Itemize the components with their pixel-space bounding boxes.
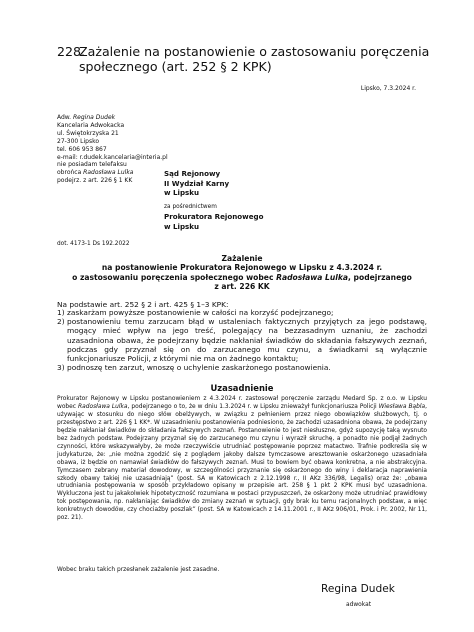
sender-name: Regina Dudek [72, 114, 116, 121]
title-line-2: społecznego (art. 252 § 2 KPK) [79, 59, 272, 74]
sender-line: podejrz. z art. 226 § 1 KK [57, 177, 133, 185]
document-title [57, 44, 457, 74]
list-item: 3) podnoszę ten zarzut, wnoszę o uchylenie zaskarżonego postanowienia. [57, 363, 331, 373]
sender-line: ul. Świętokrzyska 21 [57, 129, 119, 137]
signature-name: Regina Dudek [321, 583, 395, 595]
list-item: 2) postanowieniu temu zarzucam błąd w ustaleniach faktycznych przyjętych za jego podstawę, mogący mieć wpływ na jego treść, polegający na bezzasadnym uznaniu, że zachodzi uzasadniona obawa, że podejrzany będzie nakłaniał świadków do składania fałszywych zeznań, podczas gdy przyznał się on do zarzucanego mu czynu, a świadkami są wyłącznie funkcjonariusze Policji, z którymi nie ma on żadnego kontaktu; [57, 317, 427, 364]
recipient-via: za pośrednictwem [164, 203, 217, 210]
pleading-heading [57, 254, 427, 291]
sender-line: Adw. Regina Dudek [57, 114, 116, 121]
place-date: Lipsko, 7.3.2024 r. [360, 85, 416, 92]
sender-line: e-mail: r.dudek.kancelaria@interia.pl [57, 153, 168, 161]
title-line-1: Zażalenie na postanowienie o zastosowaniu poręczenia [79, 44, 430, 59]
claims-list [57, 308, 427, 372]
title-number: 228. [57, 44, 86, 59]
recipient-prosecutor: Prokuratora Rejonowego [164, 212, 264, 222]
client-name: Radosława Lulka [83, 169, 134, 177]
heading-client-name: Radosława Lulka [276, 272, 349, 282]
closing-sentence: Wobec braku takich przesłanek zażalenie jest zasadne. [57, 567, 220, 573]
justification-paragraph: Prokurator Rejonowy w Lipsku postanowieniem z 4.3.2024 r. zastosował poręczenie zarządu Medard Sp. z o.o. w Lipsku wobec Radosława Lulka, podejrzanego o to, że w dniu 1.3.2024 r. w Lipsku znieważył funkcjonariusza Policji Wiesława Bąbla, używając w stosunku do niego słów obelżywych, w związku z pełnieniem przez niego obowiązków służbowych, tj. o przestępstwo z art. 226 § 1 KK*. W uzasadnieniu postanowienia podniesiono, że zachodzi uzasadniona obawa, że podejrzany będzie nakłaniał świadków do składania fałszywych zeznań. Postanowienie to jest niesłuszne, gdyż supozycję taką wysnuto bez żadnych podstaw. Podejrzany przyznał się do zarzucanego mu czynu i wyraził skruchę, a ponadto nie podjął żadnych czynności, które wskazywałyby, że może rzeczywiście utrudniać postępowanie poprzez matactwo. Trafnie podkreśla się w judykaturze, że: „nie można zgodzić się z poglądem jakoby dalsze tymczasowe aresztowanie oskarżonego uzasadniała obawa, iż będzie on namawiał świadków do fałszywych zeznań. Musi to bowiem być obawa konkretna, a nie abstrakcyjna. Tymczasem zebrany materiał dowodowy, w szczególności przyznanie się oskarżonego do winy i deklaracja naprawienia szkody obawy takiej nie uzasadniają” (post. SA w Katowicach z 2.12.1998 r., II AKz 336/98, Legalis) oraz że: „obawa utrudniania postępowania w sposób przykładowo opisany w przepisie art. 258 § 1 pkt 2 KPK musi być uzasadniona. Wykluczona jest tu jakakolwiek hipotetyczność rozumiana w postaci przypuszczeń, że oskarżony może utrudniać prawidłowy tok postępowania, np. nakłaniając świadków do zmiany zeznań w sytuacji, gdy brak ku temu racjonalnych podstaw, a więc konkretnych dowodów, czy chociażby poszlak” (post. SA w Katowicach z 14.11.2001 r., II AKz 906/01, Prok. i Pr. 2002, Nr 11, poz. 21). [57, 396, 427, 522]
sender-block [57, 114, 168, 185]
heading-line-3: z art. 226 KK [214, 281, 270, 291]
sender-line: obrońca Radosława Lulka [57, 169, 134, 177]
recipient-block [164, 169, 263, 232]
sender-line: nie posiadam telefaksu [57, 161, 127, 169]
sender-line: Kancelaria Adwokacka [57, 121, 125, 129]
heading-line-2: o zastosowaniu poręczenia społecznego wobec Radosława Lulka, podejrzanego [72, 272, 412, 282]
heading-line-1: na postanowienie Prokuratora Rejonowego w Lipsku z 4.3.2024 r. [101, 263, 383, 273]
case-reference: dot. 4173-1 Ds 192.2022 [57, 241, 130, 247]
signature-role: adwokat [346, 602, 371, 608]
justification-heading: Uzasadnienie [210, 383, 274, 393]
recipient-city-2: w Lipsku [164, 221, 200, 231]
list-item: 1) zaskarżam powyższe postanowienie w całości na korzyść podejrzanego; [57, 308, 334, 317]
recipient-division: II Wydział Karny [164, 178, 230, 188]
recipient-city: w Lipsku [164, 188, 200, 198]
sender-line: 27-300 Lipsko [57, 137, 100, 145]
heading-title: Zażalenie [221, 254, 263, 263]
recipient-court: Sąd Rejonowy [164, 169, 221, 178]
justification-text [57, 396, 427, 523]
legal-basis: Na podstawie art. 252 § 2 i art. 425 § 1–3 KPK: [57, 300, 229, 309]
sender-line: tel. 606 953 867 [57, 145, 107, 153]
